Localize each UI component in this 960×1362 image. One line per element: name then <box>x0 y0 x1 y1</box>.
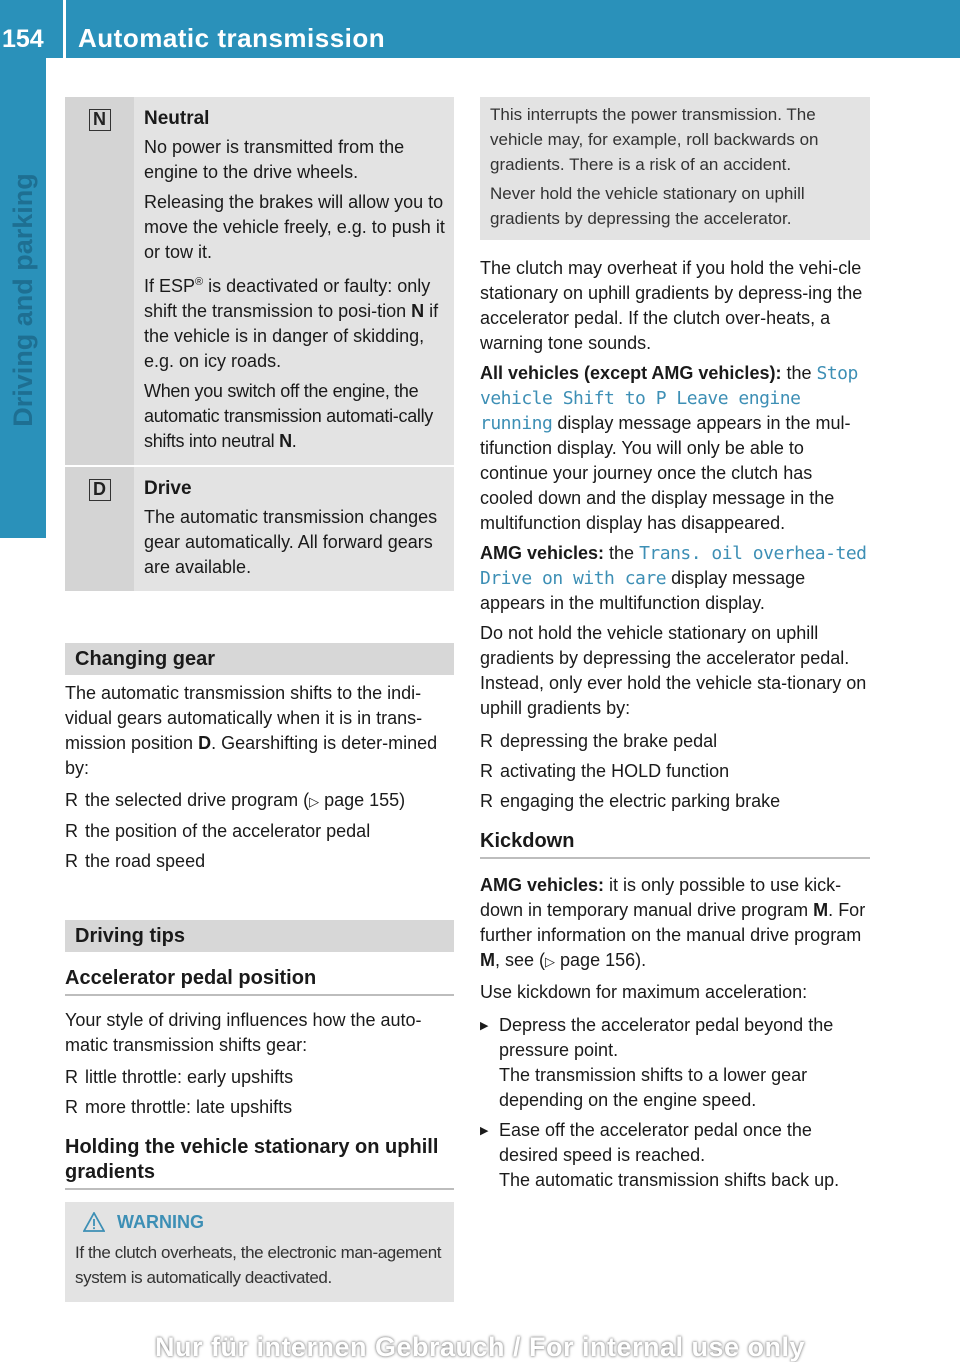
page-ref-arrow-icon: ▷ <box>309 794 320 809</box>
list-item: R the selected drive program (▷ page 155) <box>65 790 406 810</box>
warning-text: This interrupts the power transmission. The vehicle may, for example, roll backwards on gradients. There is a risk of an accident. <box>490 105 819 174</box>
list-item: R the road speed <box>65 851 206 871</box>
display-message: Trans. oil overhea-ted Drive on with care <box>480 543 867 589</box>
list-item: R engaging the electric parking brake <box>480 791 781 811</box>
subheading-holding-stationary: Holding the vehicle stationary on uphill gradients <box>65 1135 454 1190</box>
gear-title: Neutral <box>144 108 210 129</box>
gear-symbol-cell <box>65 467 134 591</box>
step-item: ▶ Ease off the accelerator pedal once the desired speed is reached. The automatic transmission shifts back up. <box>480 1120 840 1190</box>
step-arrow-icon: ▶ <box>480 1020 489 1032</box>
display-message: Stop vehicle Shift to P Leave engine running <box>480 363 858 434</box>
gear-description <box>134 97 454 465</box>
page-ref-arrow-icon: ▷ <box>545 954 556 969</box>
gear-paragraph: The automatic transmission changes gear automatically. All forward gears are available. <box>144 507 438 577</box>
clutch-overheat-text: The clutch may overheat if you hold the vehi-cle stationary on uphill gradients by depress-ing the accelerator pedal. If the clutch over-heats, a warning tone sounds. <box>480 258 863 353</box>
kickdown-use-text: Use kickdown for maximum acceleration: <box>480 982 808 1002</box>
section-heading-changing-gear: Changing gear <box>65 643 454 675</box>
gear-table <box>65 97 454 591</box>
page-title: Automatic transmission <box>78 23 386 53</box>
amg-vehicles-text: AMG vehicles: the Trans. oil overhea-ted Drive on with care display message appears in the multifunction display. <box>480 543 867 613</box>
list-item: R little throttle: early upshifts <box>65 1067 294 1087</box>
step-item: ▶ Depress the accelerator pedal beyond the pressure point. The transmission shifts to a lower gear depending on the engine speed. <box>480 1015 834 1110</box>
gear-paragraph: Releasing the brakes will allow you to move the vehicle freely, e.g. to push it or tow it. <box>144 192 445 262</box>
page-ref-link[interactable]: page 155) <box>319 790 406 810</box>
gear-d-icon: D <box>89 479 111 501</box>
right-column <box>480 97 870 1193</box>
throttle-list <box>65 1065 454 1120</box>
header-divider <box>63 0 66 58</box>
kickdown-amg-text: AMG vehicles: it is only possible to use kick-down in temporary manual drive program M. For further information on the manual drive program M, see (▷ page 156). <box>480 875 866 970</box>
list-item: R depressing the brake pedal <box>480 731 718 751</box>
step-result: The automatic transmission shifts back up. <box>499 1170 840 1190</box>
hold-methods-list <box>480 729 870 814</box>
left-column <box>65 97 454 1302</box>
step-arrow-icon: ▶ <box>480 1125 489 1137</box>
side-tab-label: Driving and parking <box>8 173 38 427</box>
shift-factors-list <box>65 788 454 874</box>
gear-n-icon: N <box>89 109 111 131</box>
kickdown-steps <box>480 1013 870 1193</box>
changing-gear-intro: The automatic transmission shifts to the indi-vidual gears automatically when it is in trans-mission position D. Gearshifting is deter-mined by: <box>65 683 438 778</box>
page-ref-link[interactable]: page 156). <box>555 950 647 970</box>
subheading-accelerator: Accelerator pedal position <box>65 966 454 996</box>
list-item: R activating the HOLD function <box>480 761 730 781</box>
gear-description <box>134 467 454 591</box>
step-result: The transmission shifts to a lower gear depending on the engine speed. <box>499 1065 808 1110</box>
section-heading-driving-tips: Driving tips <box>65 920 454 952</box>
footer-watermark: Nur für internen Gebrauch / For internal use only <box>154 1332 806 1362</box>
warning-box <box>65 1202 454 1302</box>
list-item: R the position of the accelerator pedal <box>65 821 371 841</box>
gear-symbol-cell <box>65 97 134 465</box>
gear-row-drive <box>65 467 454 591</box>
gear-paragraph: No power is transmitted from the engine to the drive wheels. <box>144 137 405 182</box>
accelerator-text: Your style of driving influences how the auto-matic transmission shifts gear: <box>65 1010 422 1055</box>
page-number: 154 <box>2 25 44 53</box>
gear-row-neutral <box>65 97 454 467</box>
warning-text: If the clutch overheats, the electronic man-agement system is automatically deactivated. <box>75 1243 442 1287</box>
subheading-kickdown: Kickdown <box>480 829 870 859</box>
registered-mark: ® <box>195 276 204 288</box>
warning-heading: WARNING <box>75 1210 444 1234</box>
esp-paragraph: If ESP® is deactivated or faulty: only shift the transmission to posi-tion N if the vehicle is in danger of skidding, e.g. on icy roads. <box>144 276 439 371</box>
do-not-hold-text: Do not hold the vehicle stationary on uphill gradients by depressing the accelerator pedal. Instead, only ever hold the vehicle sta-tionary on uphill gradients by: <box>480 623 867 718</box>
switch-off-paragraph: When you switch off the engine, the automatic transmission automati-cally shifts into neutral N. <box>144 381 434 451</box>
warning-text: Never hold the vehicle stationary on uphill gradients by depressing the accelerator. <box>490 184 805 228</box>
warning-triangle-icon <box>83 1212 105 1232</box>
list-item: R more throttle: late upshifts <box>65 1097 293 1117</box>
gear-title: Drive <box>144 478 192 499</box>
warning-box-continued <box>480 97 870 240</box>
all-vehicles-text: All vehicles (except AMG vehicles): the Stop vehicle Shift to P Leave engine running display message appears in the mul-tifunction display. You will only be able to continue your journey once the clutch has cooled down and the display message in the multifunction display has disappeared. <box>480 363 858 533</box>
